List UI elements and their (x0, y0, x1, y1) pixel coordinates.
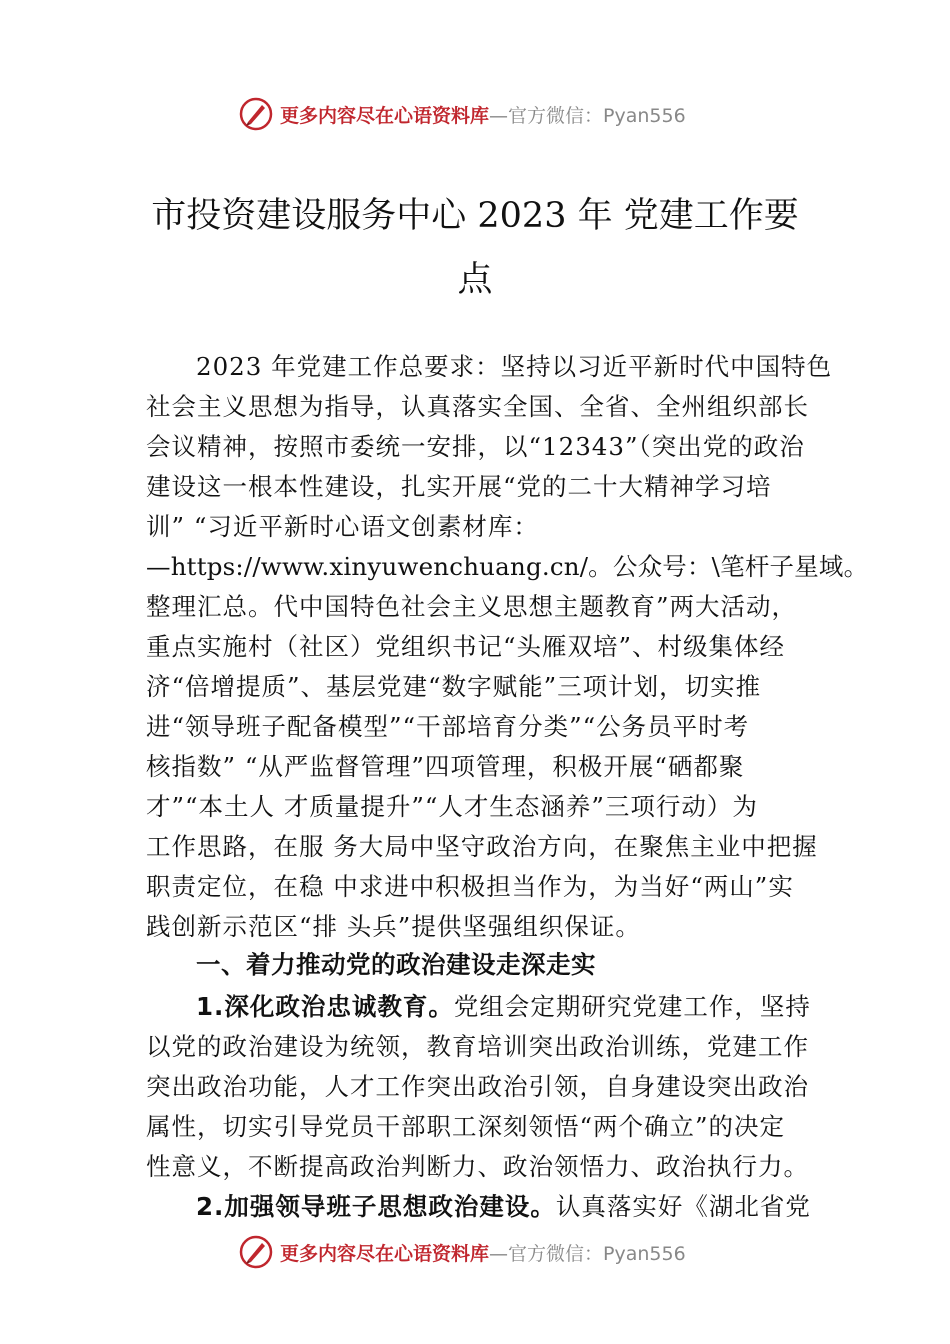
body-line: 以党的政治建设为统领，教育培训突出政治训练，党建工作 (146, 1032, 809, 1061)
body-line: 突出政治功能，人才工作突出政治引领，自身建设突出政治 (146, 1072, 809, 1101)
item1-text: 党组会定期研究党建工作，坚持 (453, 992, 811, 1021)
item2-first-line (196, 1188, 811, 1223)
body-line: 性意义，不断提高政治判断力、政治领悟力、政治执行力。 (146, 1152, 809, 1181)
body-line: 社会主义思想为指导，认真落实全国、全省、全州组织部长 (146, 392, 809, 421)
banner-separator: — (489, 1242, 509, 1265)
banner-main-text: 更多内容尽在心语资料库 (280, 104, 490, 127)
body-line: 整理汇总。代中国特色社会主义思想主题教育”两大活动， (146, 592, 798, 621)
page-title-line2: 点 (457, 260, 493, 300)
banner-main-text: 更多内容尽在心语资料库 (280, 1242, 490, 1265)
page-title-line1: 市投资建设服务中心 2023 年 党建工作要 (151, 196, 799, 236)
body-line: 重点实施村（社区）党组织书记“头雁双培”、村级集体经 (146, 632, 786, 661)
banner-wechat-id: Pyan556 (603, 104, 686, 127)
body-line: 工作思路，在服 务大局中坚守政治方向，在聚焦主业中把握 (146, 832, 818, 861)
item2-text: 认真落实好《湖北省党 (555, 1192, 811, 1221)
body-line: 训” “习近平新时心语文创素材库： (146, 512, 539, 541)
banner-separator: — (489, 104, 509, 127)
top-banner (0, 94, 950, 134)
banner-label: 官方微信： (508, 1242, 604, 1265)
banner-label: 官方微信： (508, 104, 604, 127)
body-line: 会议精神，按照市委统一安排，以“12343”（突出党的政治 (146, 432, 805, 461)
body-line: 属性，切实引导党员干部职工深刻领悟“两个确立”的决定 (146, 1112, 786, 1141)
body-line: 济“倍增提质”、基层党建“数字赋能”三项计划，切实推 (146, 672, 762, 701)
body-line: 核指数” “从严监督管理”四项管理，积极开展“硒都聚 (146, 752, 745, 781)
body-line: 职责定位，在稳 中求进中积极担当作为，为当好“两山”实 (146, 872, 794, 901)
bottom-banner (0, 1232, 950, 1272)
item1-first-line (196, 988, 811, 1023)
item1-title: 1.深化政治忠诚教育。 (196, 992, 454, 1021)
pen-logo-icon (238, 96, 274, 132)
item2-title: 2.加强领导班子思想政治建设。 (196, 1192, 556, 1221)
body-line: 进“领导班子配备模型”“干部培育分类”“公务员平时考 (146, 712, 750, 741)
body-line: 践创新示范区“排 头兵”提供坚强组织保证。 (146, 912, 641, 941)
body-line: 2023 年党建工作总要求：坚持以习近平新时代中国特色 (196, 352, 833, 381)
banner-wechat-id: Pyan556 (603, 1242, 686, 1265)
section-heading: 一、着力推动党的政治建设走深走实 (196, 950, 596, 979)
pen-logo-icon (238, 1234, 274, 1270)
body-line: 才”“本土人 才质量提升”“人才生态涵养”三项行动）为 (146, 792, 758, 821)
body-line-url: —https://www.xinyuwenchuang.cn/。公众号：\笔杆子星域。 (146, 552, 869, 581)
body-line: 建设这一根本性建设，扎实开展“党的二十大精神学习培 (146, 472, 772, 501)
